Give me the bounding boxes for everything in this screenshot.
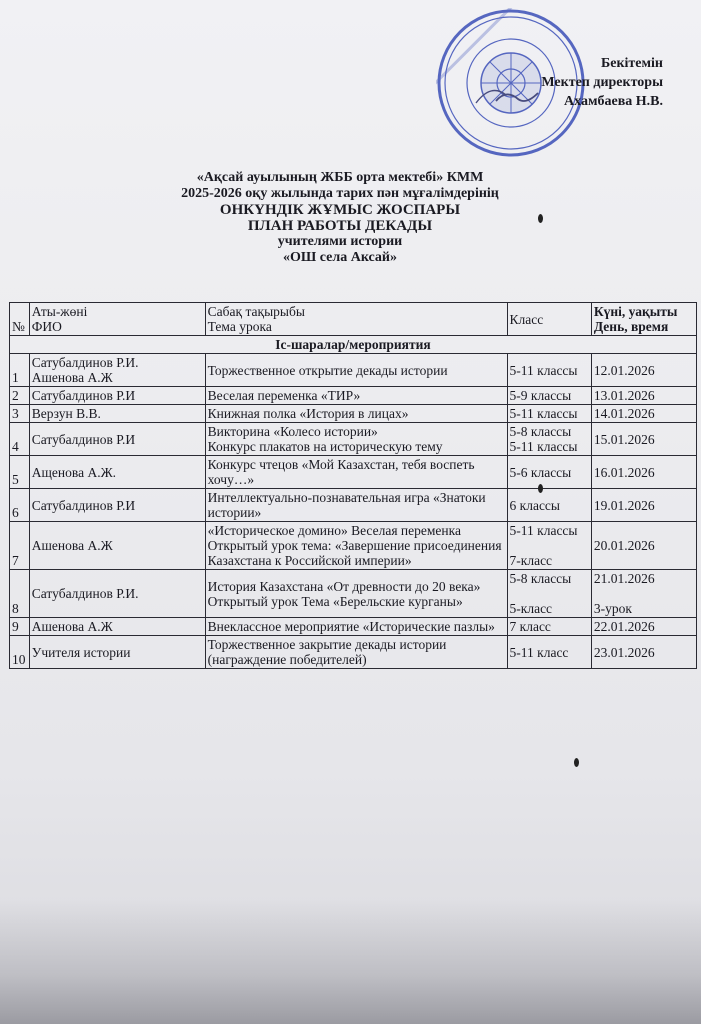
table-header-row (10, 303, 697, 336)
row-topic: «Историческое домино» Веселая переменка Открытый урок тема: «Завершение присоединения Казахстана к Российской империи» (205, 522, 507, 570)
row-topic: Конкурс чтецов «Мой Казахстан, тебя воспеть хочу…» (205, 456, 507, 489)
row-teacher: Учителя истории (29, 636, 205, 669)
row-class: 5-11 классы 7-класс (507, 522, 591, 570)
row-topic: История Казахстана «От древности до 20 века» Открытый урок Тема «Берельские курганы» (205, 570, 507, 618)
row-class: 5-9 классы (507, 387, 591, 405)
table-row (10, 387, 697, 405)
header-fio-kz: Аты-жөні (31, 304, 88, 319)
row-number: 1 (10, 354, 30, 387)
plan-title-ru: ПЛАН РАБОТЫ ДЕКАДЫ (247, 218, 433, 234)
row-date: 15.01.2026 (591, 423, 696, 456)
row-teacher: Сатубалдинов Р.И (29, 489, 205, 522)
table-row (10, 456, 697, 489)
row-topic: Книжная полка «История в лицах» (205, 405, 507, 423)
row-teacher: Сатубалдинов Р.И (29, 387, 205, 405)
row-class: 5-11 классы (507, 405, 591, 423)
header-fio-ru: ФИО (31, 319, 62, 334)
row-class: 5-6 классы (507, 456, 591, 489)
table-row (10, 636, 697, 669)
header-date (591, 303, 696, 336)
row-class: 5-11 класс (507, 636, 591, 669)
header-fio (29, 303, 205, 336)
row-topic: Торжественное закрытие декады истории (награждение победителей) (205, 636, 507, 669)
row-date: 13.01.2026 (591, 387, 696, 405)
row-topic: Веселая переменка «ТИР» (205, 387, 507, 405)
approval-title: Бекітемін (600, 56, 663, 71)
header-date-kz: Күні, уақыты (593, 304, 678, 319)
academic-year-line: 2025-2026 оқу жылында тарих пән мұғалімдерінің (181, 186, 499, 201)
table-row (10, 522, 697, 570)
row-date: 21.01.2026 3-урок (591, 570, 696, 618)
table-row (10, 570, 697, 618)
row-number: 6 (10, 489, 30, 522)
row-teacher: Ащенова А.Ж. (29, 456, 205, 489)
teachers-line: учителями истории (277, 234, 403, 249)
paper-speck (538, 214, 543, 223)
plan-title-kz: ОНКҮНДІК ЖҰМЫС ЖОСПАРЫ (219, 202, 461, 218)
row-teacher: Сатубалдинов Р.И. Ашенова А.Ж (29, 354, 205, 387)
row-number: 4 (10, 423, 30, 456)
row-topic: Внеклассное мероприятие «Исторические пазлы» (205, 618, 507, 636)
school-name: «Ақсай ауылының ЖББ орта мектебі» КММ (196, 170, 484, 185)
row-date: 20.01.2026 (591, 522, 696, 570)
row-topic: Торжественное открытие декады истории (205, 354, 507, 387)
header-topic (205, 303, 507, 336)
row-number: 9 (10, 618, 30, 636)
section-title: Іс-шаралар/мероприятия (10, 336, 697, 354)
header-num: № (10, 303, 30, 336)
school-line: «ОШ села Аксай» (283, 250, 397, 265)
table-row (10, 423, 697, 456)
row-class: 5-8 классы 5-11 классы (507, 423, 591, 456)
approval-director-name: Ахамбаева Н.В. (564, 94, 663, 109)
approval-position: Мектеп директоры (541, 75, 663, 90)
header-topic-kz: Сабақ тақырыбы (207, 304, 305, 319)
row-topic: Интеллектуально-познавательная игра «Знатоки истории» (205, 489, 507, 522)
photo-shadow (0, 900, 701, 1024)
row-date: 16.01.2026 (591, 456, 696, 489)
row-date: 22.01.2026 (591, 618, 696, 636)
table-row (10, 489, 697, 522)
paper-speck (574, 758, 579, 767)
row-date: 12.01.2026 (591, 354, 696, 387)
row-teacher: Сатубалдинов Р.И. (29, 570, 205, 618)
row-number: 5 (10, 456, 30, 489)
header-topic-ru: Тема урока (207, 319, 272, 334)
paper-speck (538, 484, 543, 493)
row-teacher: Верзун В.В. (29, 405, 205, 423)
table-row (10, 618, 697, 636)
row-date: 23.01.2026 (591, 636, 696, 669)
document-heading (100, 170, 580, 266)
table-row (10, 405, 697, 423)
approval-block (541, 54, 663, 111)
row-class: 7 класс (507, 618, 591, 636)
decade-plan-table (9, 302, 697, 669)
row-number: 2 (10, 387, 30, 405)
row-teacher: Сатубалдинов Р.И (29, 423, 205, 456)
row-number: 7 (10, 522, 30, 570)
row-date: 14.01.2026 (591, 405, 696, 423)
row-teacher: Ашенова А.Ж (29, 522, 205, 570)
header-date-ru: День, время (593, 319, 669, 334)
section-row (10, 336, 697, 354)
table-row (10, 354, 697, 387)
row-class: 5-8 классы 5-класс (507, 570, 591, 618)
row-date: 19.01.2026 (591, 489, 696, 522)
row-class: 6 классы (507, 489, 591, 522)
row-class: 5-11 классы (507, 354, 591, 387)
row-number: 3 (10, 405, 30, 423)
row-number: 8 (10, 570, 30, 618)
row-number: 10 (10, 636, 30, 669)
row-topic: Викторина «Колесо истории» Конкурс плакатов на историческую тему (205, 423, 507, 456)
header-class: Класс (507, 303, 591, 336)
row-teacher: Ашенова А.Ж (29, 618, 205, 636)
